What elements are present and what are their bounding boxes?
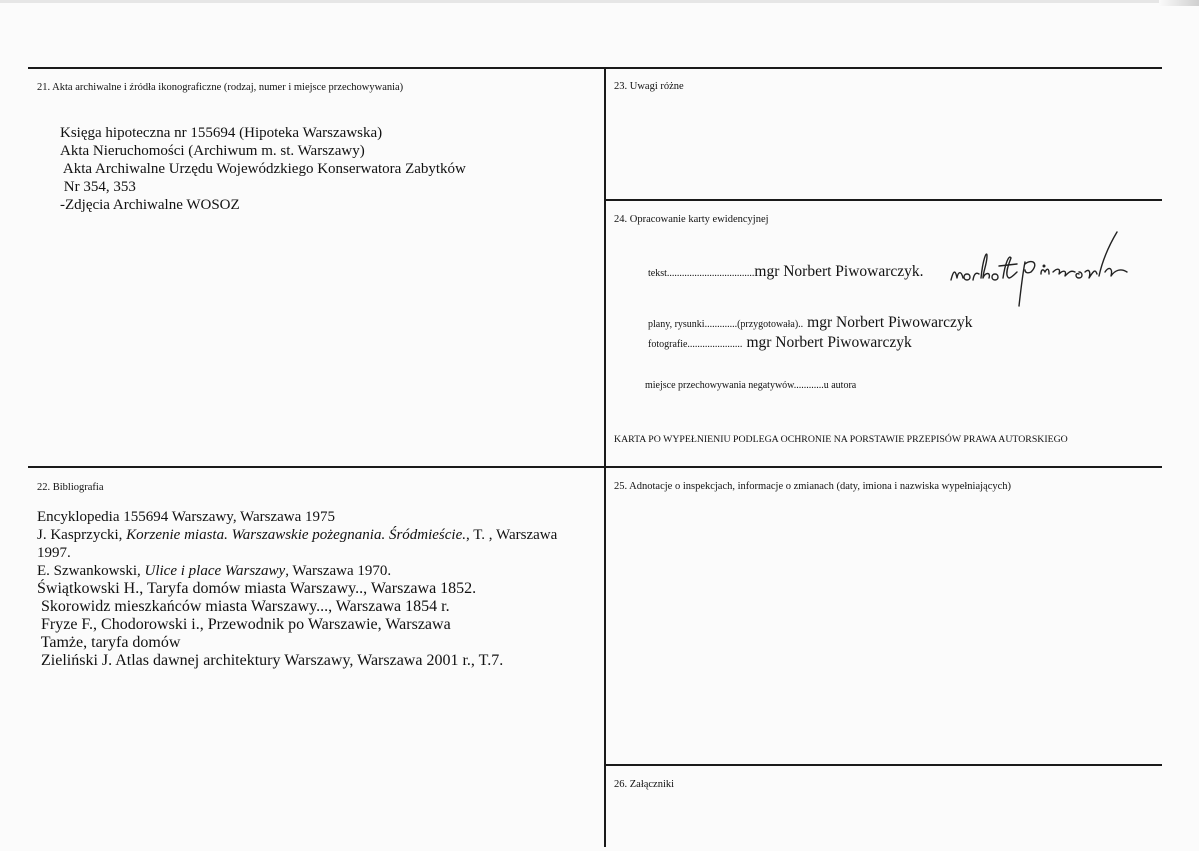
handwritten-signature: [945, 228, 1140, 310]
sec23-title: 23. Uwagi różne: [614, 81, 684, 92]
bibliography-entry: Świątkowski H., Taryfa domów miasta Warszawy.., Warszawa 1852.: [37, 580, 477, 597]
sec21-line: Akta Nieruchomości (Archiwum m. st. Warszawy): [60, 143, 365, 159]
scan-top-edge: [0, 0, 1199, 3]
bibliography-entry: Skorowidz mieszkańców miasta Warszawy..., Warszawa 1854 r.: [37, 598, 450, 615]
sec21-line: -Zdjęcia Archiwalne WOSOZ: [60, 197, 240, 213]
copyright-notice: KARTA PO WYPEŁNIENIU PODLEGA OCHRONIE NA PORSTAWIE PRZEPISÓW PRAWA AUTORSKIEGO: [614, 434, 1068, 445]
bibliography-entry: Tamże, taryfa domów: [37, 634, 181, 651]
sec24-title: 24. Opracowanie karty ewidencyjnej: [614, 214, 769, 225]
sec24-foto-row: [648, 334, 912, 352]
bibliography-list: [37, 508, 557, 670]
sec21-line: Księga hipoteczna nr 155694 (Hipoteka Warszawska): [60, 125, 383, 141]
bibliography-entry: Zieliński J. Atlas dawnej architektury Warszawy, Warszawa 2001 r., T.7.: [37, 652, 504, 669]
sec24-plany-row: [648, 314, 972, 332]
sec21-line: Akta Archiwalne Urzędu Wojewódzkiego Konserwatora Zabytków: [60, 161, 466, 177]
divider-23-24: [604, 199, 1162, 201]
center-divider-line: [604, 67, 606, 847]
foto-label: fotografie......................: [648, 339, 743, 350]
divider-middle: [28, 466, 1162, 468]
foto-value: mgr Norbert Piwowarczyk: [746, 334, 912, 351]
sec25-title: 25. Adnotacje o inspekcjach, informacje o zmianach (daty, imiona i nazwiska wypełniających): [614, 481, 1012, 492]
negatives-location: miejsce przechowywania negatywów............u autora: [645, 380, 857, 391]
sec21-title: 21. Akta archiwalne i źródła ikonograficzne (rodzaj, numer i miejsce przechowywania): [37, 82, 404, 93]
tekst-label: tekst...................................: [648, 268, 755, 279]
top-border-line: [28, 67, 1162, 69]
sec21-line: Nr 354, 353: [60, 179, 136, 195]
bibliography-entry: E. Szwankowski, Ulice i place Warszawy, Warszawa 1970.: [37, 563, 392, 579]
divider-25-26: [604, 764, 1162, 766]
sec22-title: 22. Bibliografia: [37, 482, 104, 493]
sec26-title: 26. Załączniki: [614, 779, 675, 790]
bibliography-entry: 1997.: [37, 545, 71, 561]
bibliography-entry: Encyklopedia 155694 Warszawy, Warszawa 1975: [37, 509, 336, 525]
tekst-value: mgr Norbert Piwowarczyk.: [754, 263, 924, 280]
sec21-content: [60, 124, 466, 214]
bibliography-entry: Fryze F., Chodorowski i., Przewodnik po Warszawie, Warszawa: [37, 616, 451, 633]
bibliography-entry: J. Kasprzycki, Korzenie miasta. Warszawskie pożegnania. Śródmieście., T. , Warszawa: [37, 527, 558, 543]
plany-label: plany, rysunki.............(przygotowała)..: [648, 319, 804, 330]
scan-corner-shadow: [1159, 0, 1199, 6]
plany-value: mgr Norbert Piwowarczyk: [807, 314, 973, 331]
sec24-tekst-row: [648, 263, 924, 281]
